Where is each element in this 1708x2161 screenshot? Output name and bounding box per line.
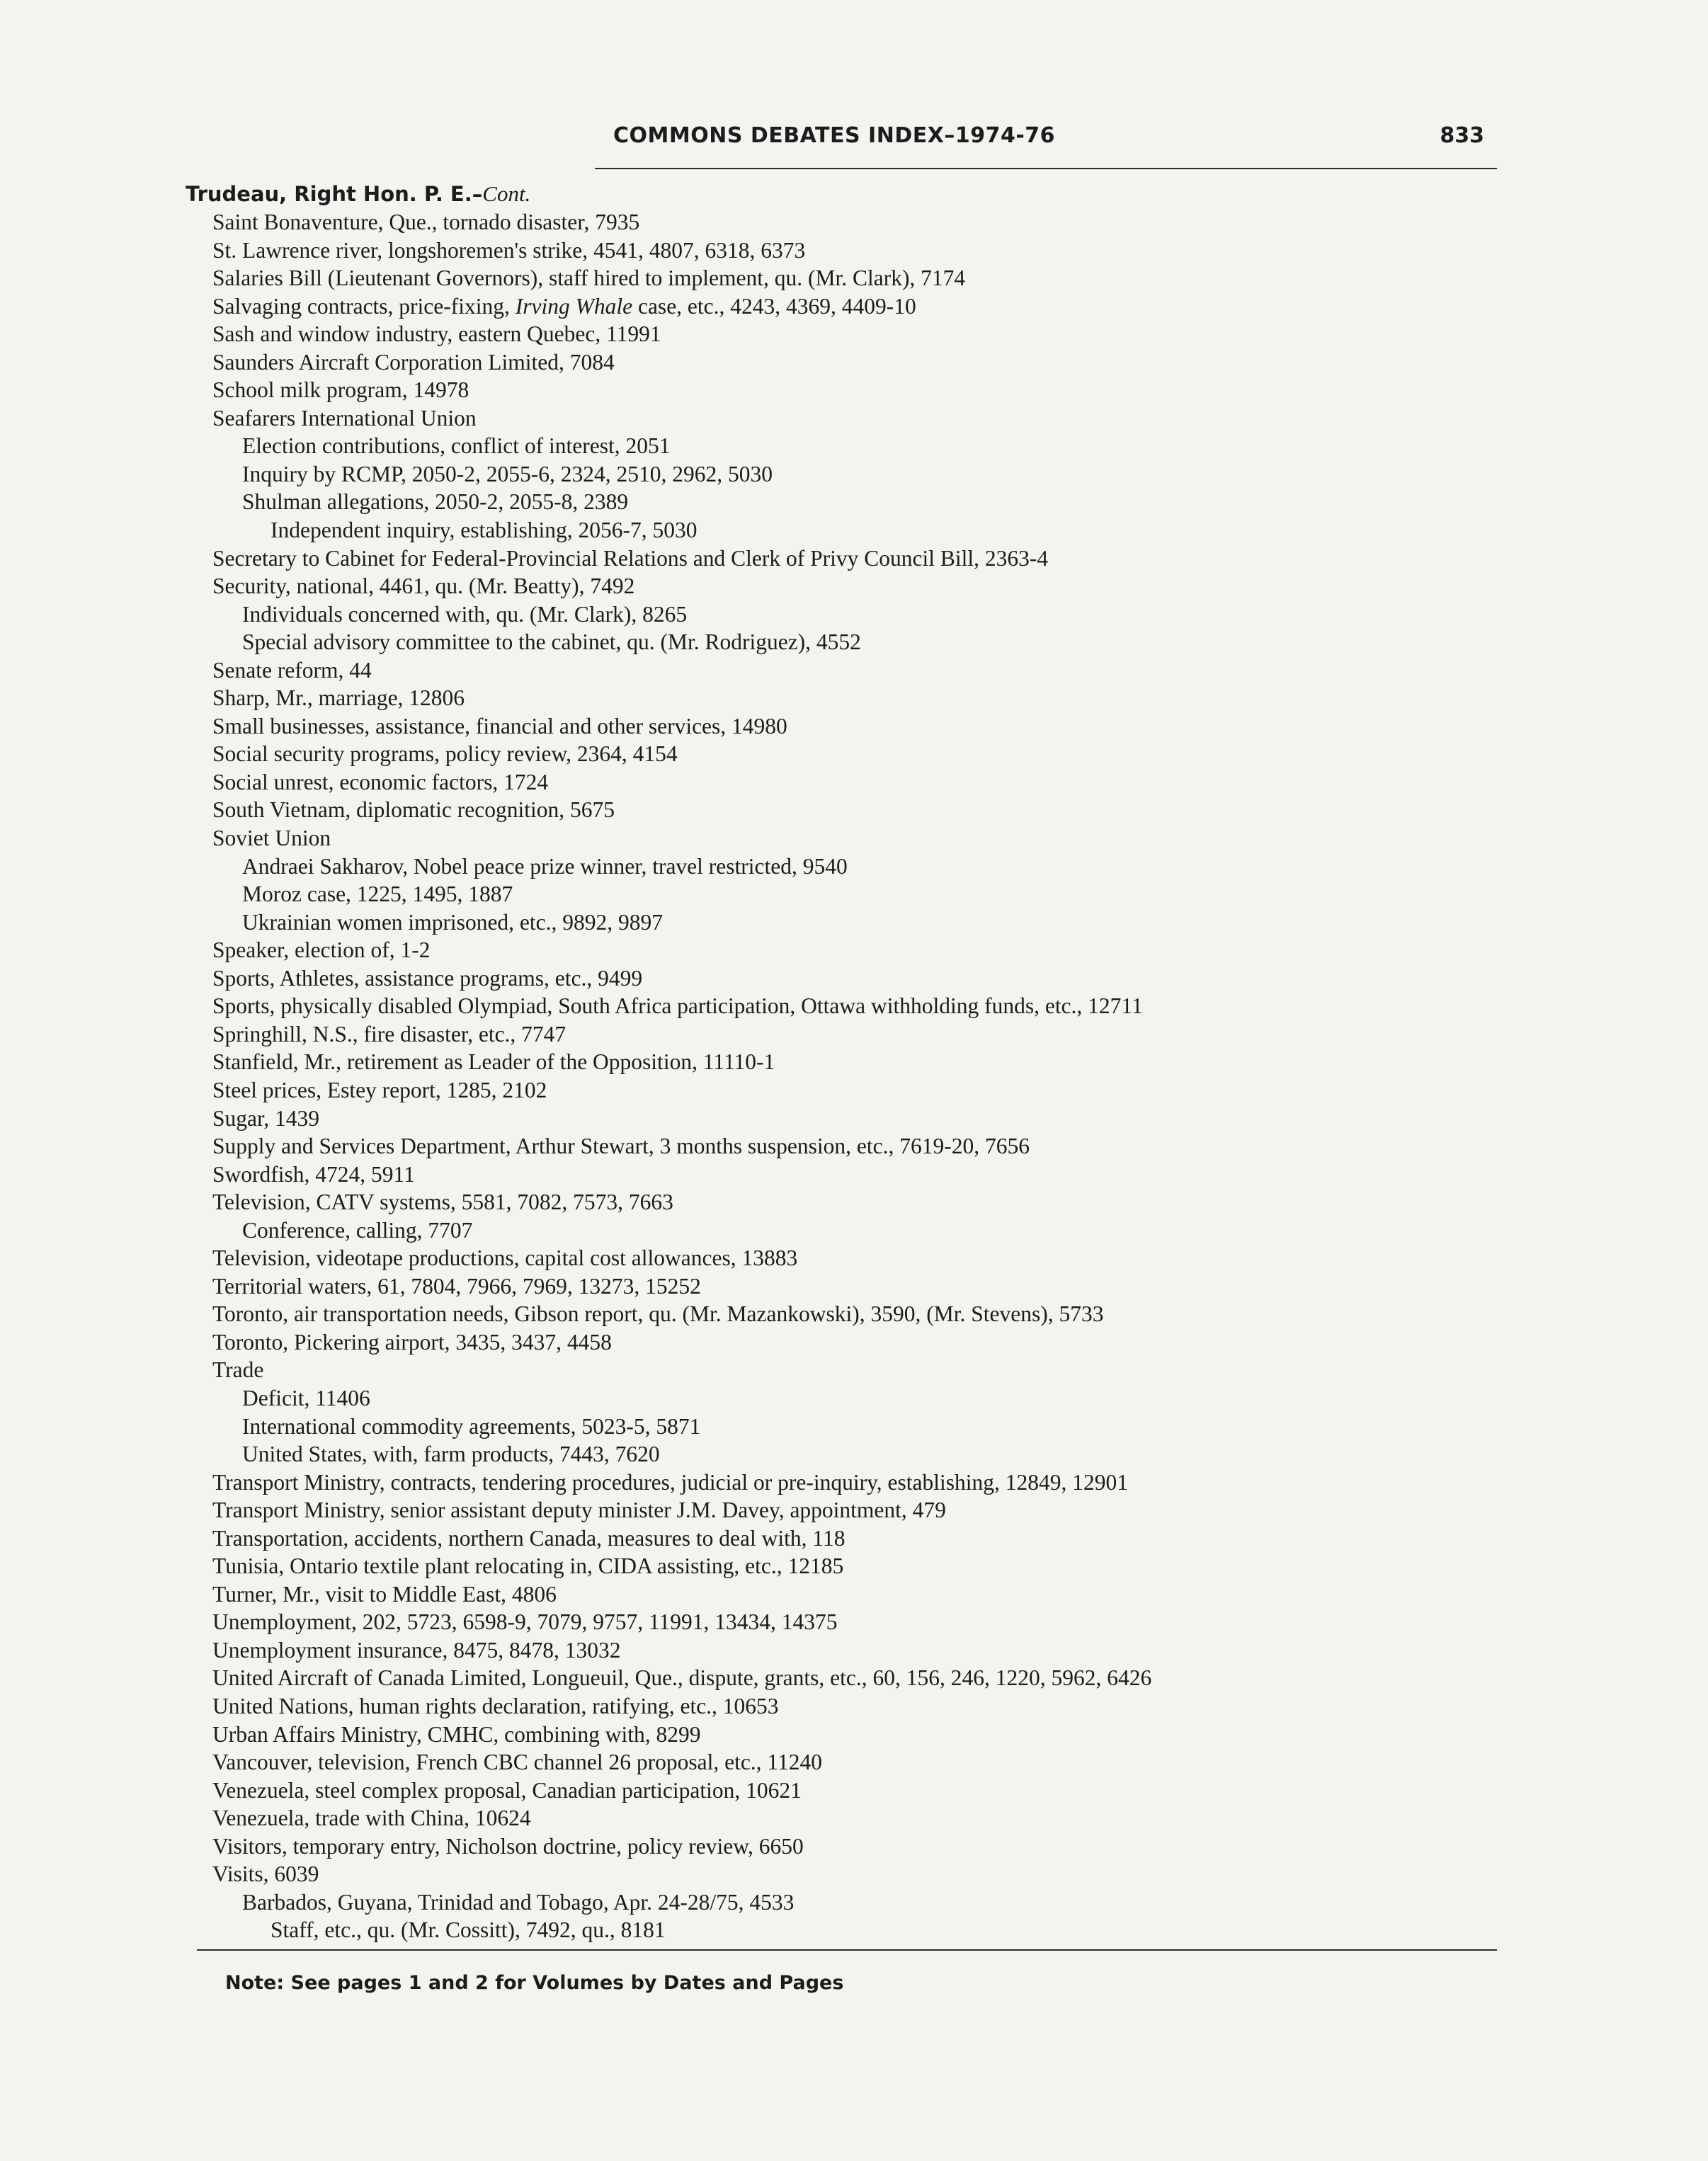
index-entry: Shulman allegations, 2050-2, 2055-8, 2389 xyxy=(242,489,629,515)
index-entry: International commodity agreements, 5023-5, 5871 xyxy=(242,1413,701,1439)
index-entry: Ukrainian women imprisoned, etc., 9892, 9897 xyxy=(242,909,664,935)
index-entry: Sharp, Mr., marriage, 12806 xyxy=(212,685,465,711)
index-entry: School milk program, 14978 xyxy=(212,377,469,403)
index-entry: Transport Ministry, contracts, tendering procedures, judicial or pre-inquiry, establishing, 12849, 12901 xyxy=(212,1469,1129,1495)
header-rule xyxy=(595,168,1497,169)
index-entry: St. Lawrence river, longshoremen's strike, 4541, 4807, 6318, 6373 xyxy=(212,237,806,263)
index-entry: Visits, 6039 xyxy=(212,1861,319,1887)
index-entry: Senate reform, 44 xyxy=(212,657,372,683)
index-entry: United Nations, human rights declaration, ratifying, etc., 10653 xyxy=(212,1693,779,1718)
index-entry: Moroz case, 1225, 1495, 1887 xyxy=(242,882,513,907)
index-entry: Social unrest, economic factors, 1724 xyxy=(212,769,549,794)
index-entry: Turner, Mr., visit to Middle East, 4806 xyxy=(212,1581,557,1607)
index-entry: Conference, calling, 7707 xyxy=(242,1217,473,1243)
index-entry: Seafarers International Union xyxy=(212,405,477,431)
index-entry: Supply and Services Department, Arthur Stewart, 3 months suspension, etc., 7619-20, 7656 xyxy=(212,1134,1030,1159)
footer-rule xyxy=(197,1949,1497,1951)
index-entry: Independent inquiry, establishing, 2056-7, 5030 xyxy=(271,518,698,543)
index-entry: Territorial waters, 61, 7804, 7966, 7969, 13273, 15252 xyxy=(212,1273,701,1299)
index-entry: Barbados, Guyana, Trinidad and Tobago, Apr. 24-28/75, 4533 xyxy=(242,1889,795,1915)
index-entry: Swordfish, 4724, 5911 xyxy=(212,1161,415,1187)
index-entry: Vancouver, television, French CBC channel 26 proposal, etc., 11240 xyxy=(212,1750,823,1775)
index-entry: Secretary to Cabinet for Federal-Provincial Relations and Clerk of Privy Council Bill, 2363-4 xyxy=(212,545,1049,571)
page-header xyxy=(197,119,1494,161)
index-body xyxy=(186,180,1503,1944)
footer-note: Note: See pages 1 and 2 for Volumes by Dates and Pages xyxy=(225,1972,844,1994)
entry-list xyxy=(186,208,1503,1944)
index-entry: Sports, physically disabled Olympiad, South Africa participation, Ottawa withholding funds, etc., 12711 xyxy=(212,993,1143,1019)
index-entry: Security, national, 4461, qu. (Mr. Beatty), 7492 xyxy=(212,574,635,599)
index-entry: United States, with, farm products, 7443, 7620 xyxy=(242,1442,660,1467)
index-entry: Steel prices, Estey report, 1285, 2102 xyxy=(212,1077,547,1102)
index-entry: Soviet Union xyxy=(212,826,331,851)
index-entry: Venezuela, steel complex proposal, Canadian participation, 10621 xyxy=(212,1777,802,1803)
index-entry: United Aircraft of Canada Limited, Longueuil, Que., dispute, grants, etc., 60, 156, 246, 1220, 5962, 6426 xyxy=(212,1665,1152,1691)
entry-italic-text: Irving Whale xyxy=(515,293,633,319)
index-entry: Saint Bonaventure, Que., tornado disaster, 7935 xyxy=(212,210,640,234)
index-entry: Deficit, 11406 xyxy=(242,1385,370,1410)
index-entry xyxy=(186,292,1503,321)
index-heading xyxy=(186,180,1503,208)
index-entry: Saunders Aircraft Corporation Limited, 7084 xyxy=(212,349,615,375)
index-entry: Tunisia, Ontario textile plant relocating in, CIDA assisting, etc., 12185 xyxy=(212,1553,844,1579)
page-title: COMMONS DEBATES INDEX–1974-76 xyxy=(613,123,1056,148)
entry-text: case, etc., 4243, 4369, 4409-10 xyxy=(632,293,916,319)
index-entry: Andraei Sakharov, Nobel peace prize winner, travel restricted, 9540 xyxy=(242,853,848,879)
index-entry: South Vietnam, diplomatic recognition, 5675 xyxy=(212,797,615,823)
index-entry: Transport Ministry, senior assistant deputy minister J.M. Davey, appointment, 479 xyxy=(212,1498,946,1523)
index-entry: Springhill, N.S., fire disaster, etc., 7747 xyxy=(212,1021,567,1047)
index-entry: Stanfield, Mr., retirement as Leader of the Opposition, 11110-1 xyxy=(212,1049,775,1075)
page-number: 833 xyxy=(1440,123,1484,148)
index-entry: Transportation, accidents, northern Canada, measures to deal with, 118 xyxy=(212,1525,846,1551)
index-entry: Sugar, 1439 xyxy=(212,1105,319,1131)
index-entry: Sash and window industry, eastern Quebec, 11991 xyxy=(212,321,661,347)
index-entry: Special advisory committee to the cabinet, qu. (Mr. Rodriguez), 4552 xyxy=(242,629,861,655)
index-entry: Inquiry by RCMP, 2050-2, 2055-6, 2324, 2510, 2962, 5030 xyxy=(242,461,773,486)
index-entry: Salaries Bill (Lieutenant Governors), staff hired to implement, qu. (Mr. Clark), 7174 xyxy=(212,266,966,291)
index-entry: Individuals concerned with, qu. (Mr. Clark), 8265 xyxy=(242,601,688,627)
index-entry: Toronto, air transportation needs, Gibson report, qu. (Mr. Mazankowski), 3590, (Mr. Stevens), 5733 xyxy=(212,1301,1104,1327)
index-entry: Election contributions, conflict of interest, 2051 xyxy=(242,433,671,459)
index-entry: Toronto, Pickering airport, 3435, 3437, 4458 xyxy=(212,1329,612,1355)
heading-suffix: Cont. xyxy=(482,181,531,206)
index-entry: Venezuela, trade with China, 10624 xyxy=(212,1806,531,1831)
index-entry: Social security programs, policy review, 2364, 4154 xyxy=(212,741,678,767)
index-entry: Television, CATV systems, 5581, 7082, 7573, 7663 xyxy=(212,1190,673,1215)
index-entry: Television, videotape productions, capital cost allowances, 13883 xyxy=(212,1245,798,1271)
entry-text: Salvaging contracts, price-fixing, xyxy=(212,293,516,319)
index-entry: Sports, Athletes, assistance programs, etc., 9499 xyxy=(212,965,643,991)
heading-name: Trudeau, Right Hon. P. E.– xyxy=(186,182,483,206)
index-entry: Staff, etc., qu. (Mr. Cossitt), 7492, qu., 8181 xyxy=(271,1917,666,1943)
index-entry: Unemployment, 202, 5723, 6598-9, 7079, 9757, 11991, 13434, 14375 xyxy=(212,1609,838,1635)
index-entry: Trade xyxy=(212,1357,264,1383)
index-entry: Small businesses, assistance, financial and other services, 14980 xyxy=(212,713,787,739)
index-entry: Urban Affairs Ministry, CMHC, combining with, 8299 xyxy=(212,1721,701,1747)
index-entry: Visitors, temporary entry, Nicholson doctrine, policy review, 6650 xyxy=(212,1833,804,1859)
index-entry: Speaker, election of, 1-2 xyxy=(212,937,431,963)
index-entry: Unemployment insurance, 8475, 8478, 13032 xyxy=(212,1637,621,1663)
